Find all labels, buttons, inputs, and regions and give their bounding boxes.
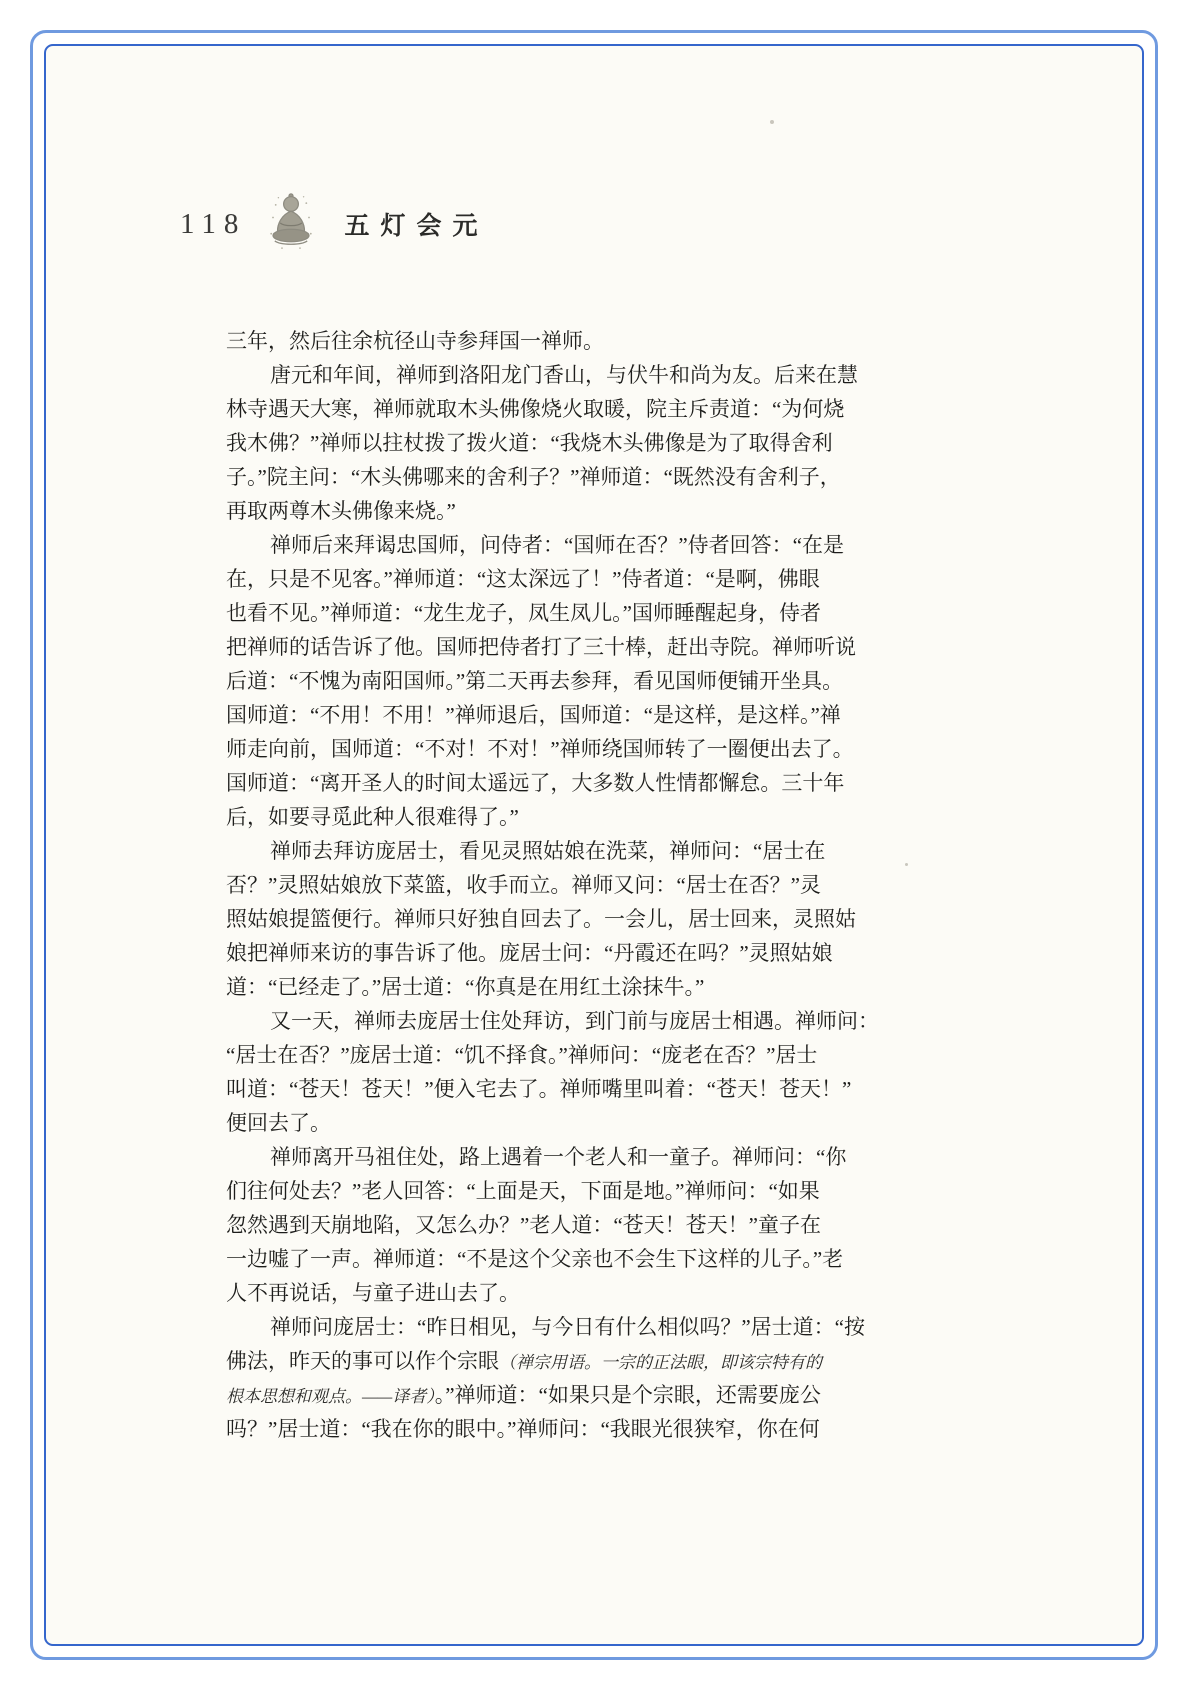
text-line xyxy=(226,460,902,494)
text-line xyxy=(226,1310,902,1344)
body-text: 忽然遇到天崩地陷，又怎么办？”老人道：“苍天！苍天！”童子在 xyxy=(226,1213,821,1237)
body-text: “居士在否？”庞居士道：“饥不择食。”禅师问：“庞老在否？”居士 xyxy=(226,1043,818,1067)
text-line xyxy=(226,494,902,528)
text-line xyxy=(226,970,902,1004)
body-text: 叫道：“苍天！苍天！”便入宅去了。禅师嘴里叫着：“苍天！苍天！” xyxy=(226,1077,852,1101)
text-line xyxy=(226,358,902,392)
scan-speck xyxy=(770,120,774,124)
body-text: 禅师后来拜谒忠国师，问侍者：“国师在否？”侍者回答：“在是 xyxy=(270,533,844,557)
body-text: 唐元和年间，禅师到洛阳龙门香山，与伏牛和尚为友。后来在慧 xyxy=(270,363,858,387)
text-line xyxy=(226,732,902,766)
text-line xyxy=(226,562,902,596)
text-line xyxy=(226,1140,902,1174)
text-line xyxy=(226,664,902,698)
text-line xyxy=(226,630,902,664)
body-text: 娘把禅师来访的事告诉了他。庞居士问：“丹霞还在吗？”灵照姑娘 xyxy=(226,941,833,965)
body-text: 在，只是不见客。”禅师道：“这太深远了！”侍者道：“是啊，佛眼 xyxy=(226,567,820,591)
annotation-text: （禅宗用语。一宗的正法眼，即该宗特有的 xyxy=(499,1353,822,1372)
text-line xyxy=(226,1038,902,1072)
body-text: 我木佛？”禅师以拄杖拨了拨火道：“我烧木头佛像是为了取得舍利 xyxy=(226,431,833,455)
body-text: 把禅师的话告诉了他。国师把侍者打了三十棒，赶出寺院。禅师听说 xyxy=(226,635,856,659)
text-line xyxy=(226,1412,902,1446)
annotation-text: 根本思想和观点。——译者） xyxy=(226,1387,435,1406)
body-text: 吗？”居士道：“我在你的眼中。”禅师问：“我眼光很狭窄，你在何 xyxy=(226,1417,820,1441)
text-line xyxy=(226,834,902,868)
body-text: 师走向前，国师道：“不对！不对！”禅师绕国师转了一圈便出去了。 xyxy=(226,737,854,761)
body-text: 。”禅师道：“如果只是个宗眼，还需要庞公 xyxy=(434,1383,821,1407)
text-line xyxy=(226,1004,902,1038)
body-text: 后道：“不愧为南阳国师。”第二天再去参拜，看见国师便铺开坐具。 xyxy=(226,669,844,693)
body-text: 佛法，昨天的事可以作个宗眼 xyxy=(226,1349,499,1373)
page-header xyxy=(180,192,488,256)
text-line xyxy=(226,936,902,970)
body-text: 们往何处去？”老人回答：“上面是天，下面是地。”禅师问：“如果 xyxy=(226,1179,820,1203)
body-text: 道：“已经走了。”居士道：“你真是在用红土涂抹牛。” xyxy=(226,975,705,999)
body-text: 又一天，禅师去庞居士住处拜访，到门前与庞居士相遇。禅师问： xyxy=(270,1009,879,1033)
scan-speck xyxy=(905,863,908,866)
text-line xyxy=(226,1072,902,1106)
body-text: 子。”院主问：“木头佛哪来的舍利子？”禅师道：“既然没有舍利子， xyxy=(226,465,841,489)
text-line xyxy=(226,1208,902,1242)
body-text: 后，如要寻觅此种人很难得了。” xyxy=(226,805,519,829)
book-title: 五灯会元 xyxy=(344,213,489,240)
text-line xyxy=(226,528,902,562)
text-line xyxy=(226,392,902,426)
text-line xyxy=(226,596,902,630)
text-line xyxy=(226,1174,902,1208)
text-block xyxy=(226,324,902,1446)
body-text: 否？”灵照姑娘放下菜篮，收手而立。禅师又问：“居士在否？”灵 xyxy=(226,873,821,897)
page-number: 118 xyxy=(180,207,247,240)
body-text: 国师道：“离开圣人的时间太遥远了，大多数人性情都懈怠。三十年 xyxy=(226,771,845,795)
text-line xyxy=(226,1106,902,1140)
text-line xyxy=(226,426,902,460)
text-line xyxy=(226,698,902,732)
text-line xyxy=(226,800,902,834)
body-text: 再取两尊木头佛像来烧。” xyxy=(226,499,456,523)
text-line xyxy=(226,324,902,358)
body-text: 林寺遇天大寒，禅师就取木头佛像烧火取暖，院主斥责道：“为何烧 xyxy=(226,397,845,421)
body-text: 人不再说话，与童子进山去了。 xyxy=(226,1281,520,1305)
buddha-icon xyxy=(264,190,318,259)
body-text: 三年，然后往余杭径山寺参拜国一禅师。 xyxy=(226,329,604,353)
body-text: 国师道：“不用！不用！”禅师退后，国师道：“是这样，是这样。”禅 xyxy=(226,703,841,727)
body-text: 照姑娘提篮便行。禅师只好独自回去了。一会儿，居士回来，灵照姑 xyxy=(226,907,856,931)
text-line xyxy=(226,766,902,800)
body-text: 便回去了。 xyxy=(226,1111,331,1135)
text-line xyxy=(226,868,902,902)
text-line xyxy=(226,1242,902,1276)
text-line xyxy=(226,1378,902,1412)
body-text: 也看不见。”禅师道：“龙生龙子，凤生凤儿。”国师睡醒起身，侍者 xyxy=(226,601,821,625)
text-line xyxy=(226,1344,902,1378)
text-line xyxy=(226,902,902,936)
body-text: 禅师去拜访庞居士，看见灵照姑娘在洗菜，禅师问：“居士在 xyxy=(270,839,826,863)
body-text: 禅师问庞居士：“昨日相见，与今日有什么相似吗？”居士道：“按 xyxy=(270,1315,865,1339)
body-text: 一边嘘了一声。禅师道：“不是这个父亲也不会生下这样的儿子。”老 xyxy=(226,1247,844,1271)
text-line xyxy=(226,1276,902,1310)
body-text: 禅师离开马祖住处，路上遇着一个老人和一童子。禅师问：“你 xyxy=(270,1145,847,1169)
